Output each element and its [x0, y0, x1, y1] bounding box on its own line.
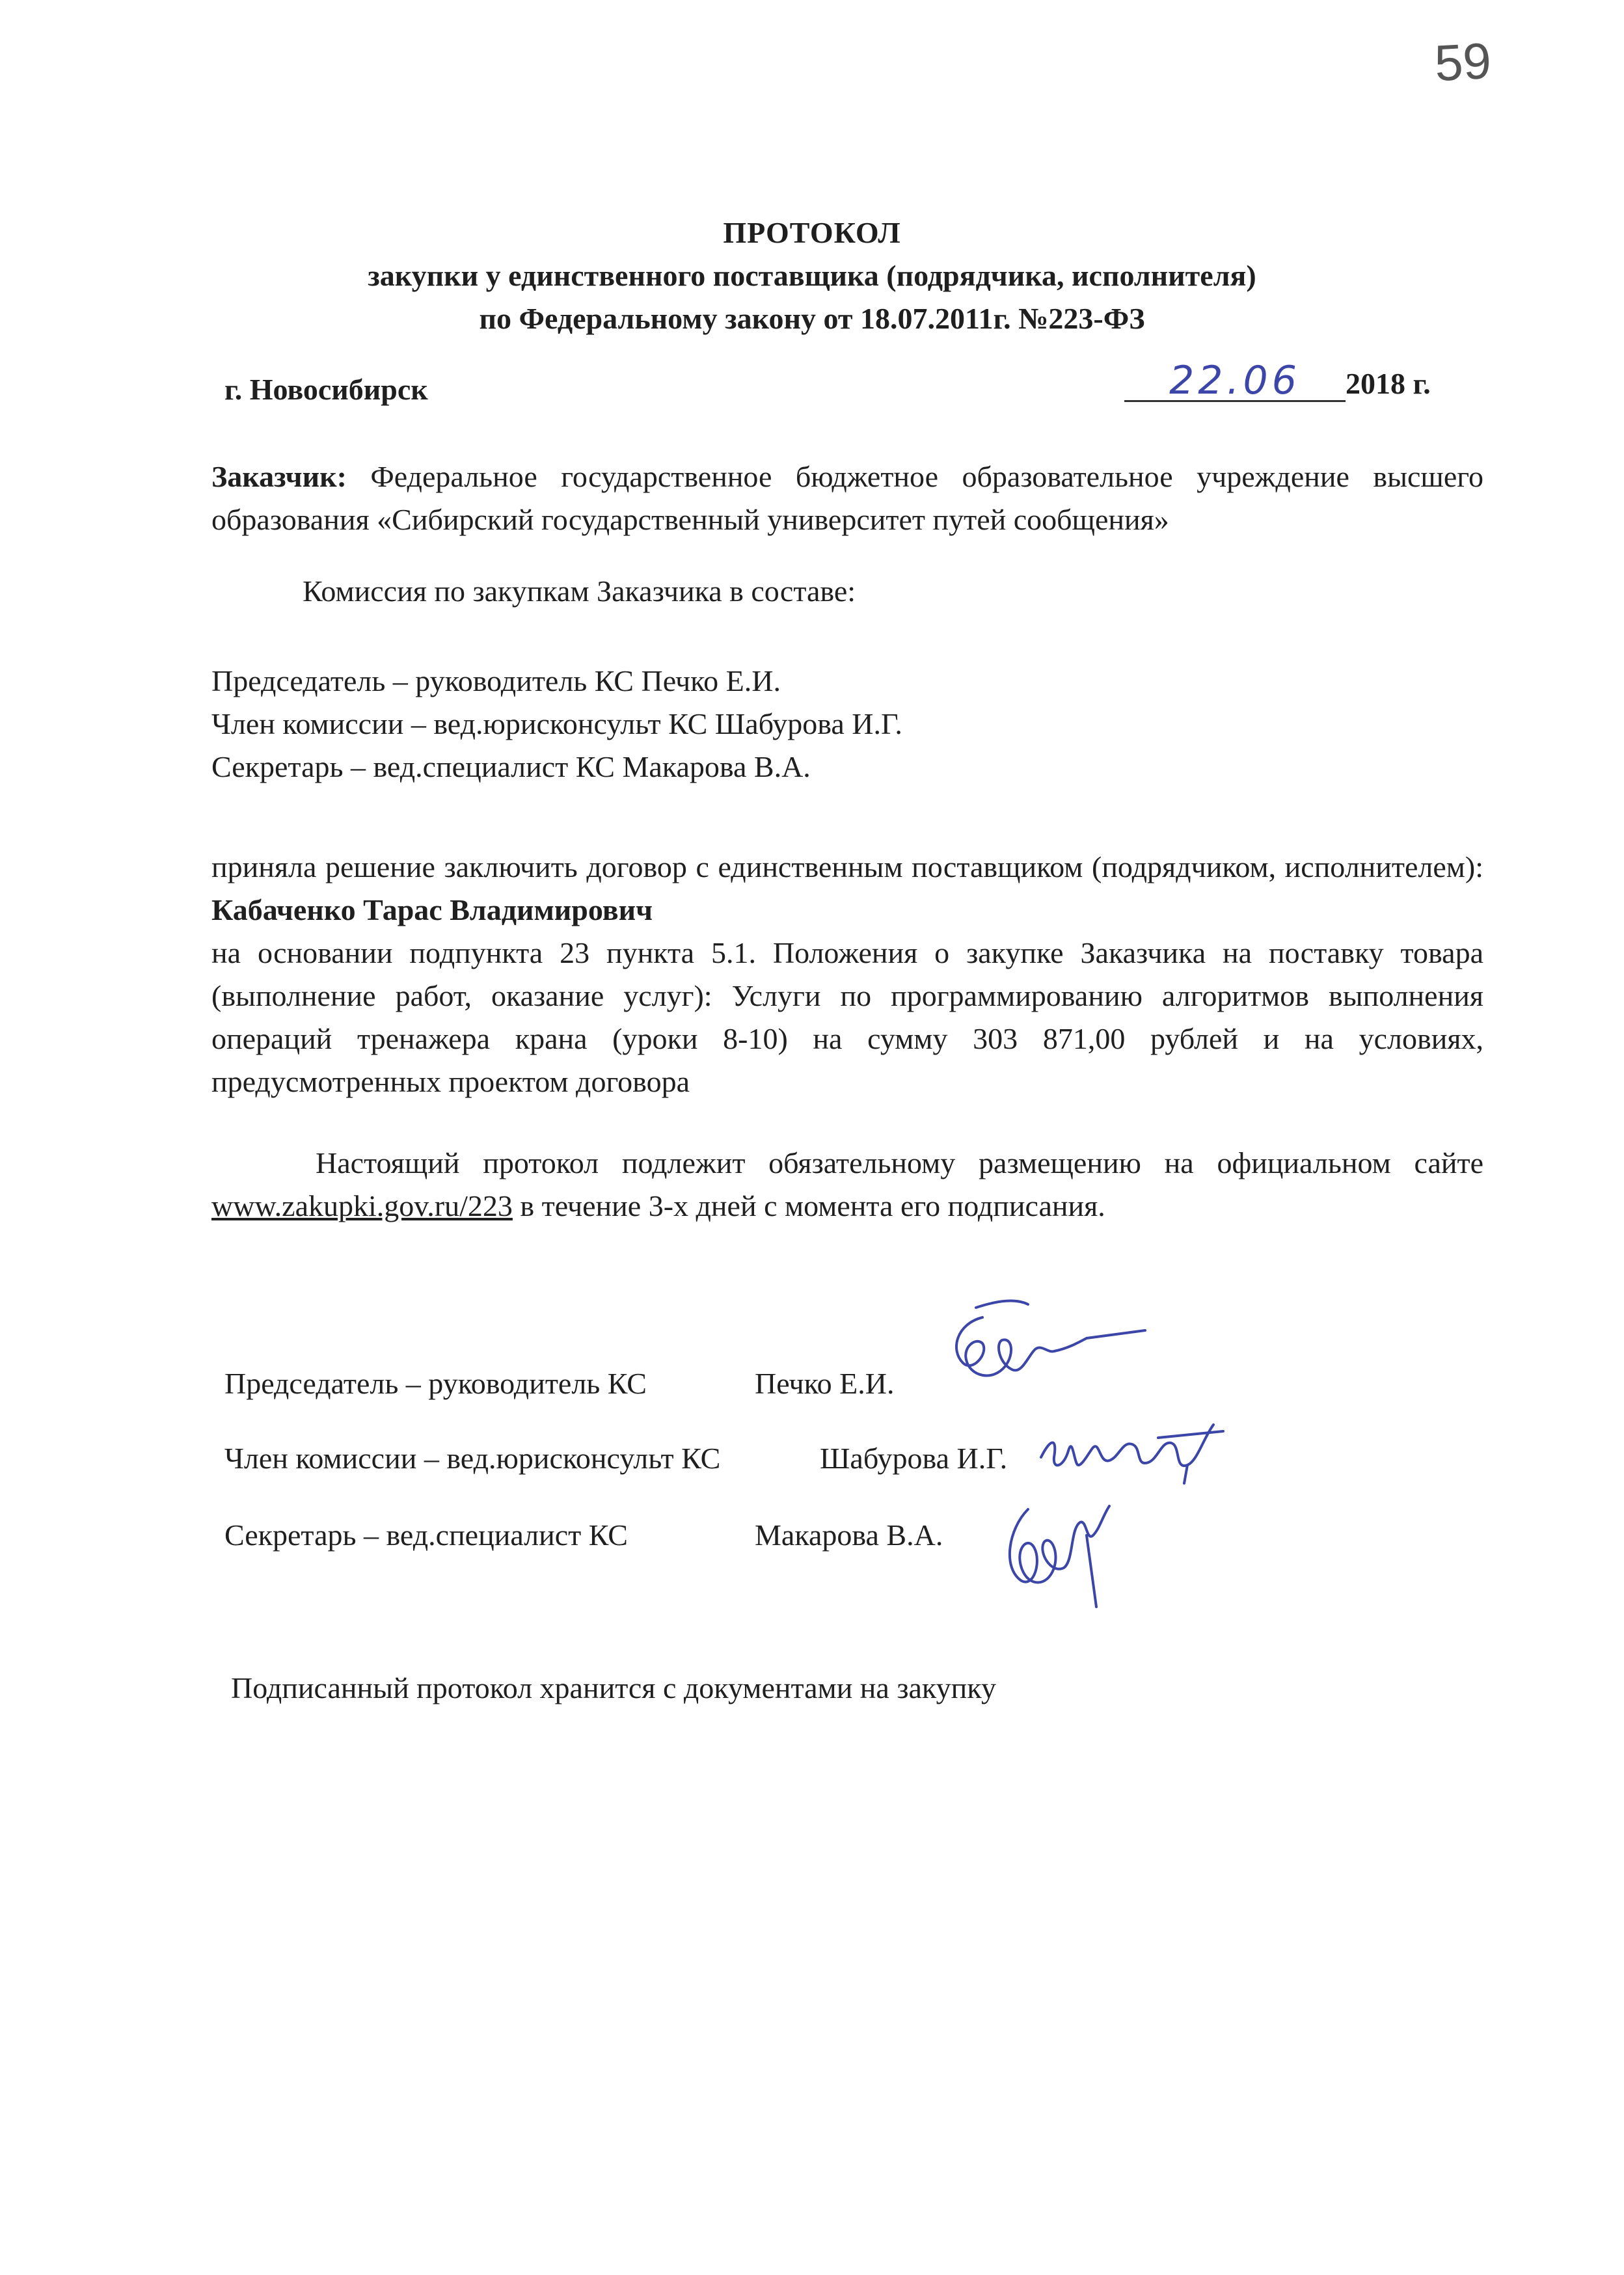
signature-name-lawyer: Шабурова И.Г. [820, 1442, 1008, 1475]
handwritten-date: 22.06 [1124, 361, 1346, 402]
supplier-name: Кабаченко Тарас Владимирович [211, 893, 653, 926]
page-number: 59 [1433, 31, 1493, 92]
signature-secretary-image [989, 1490, 1119, 1613]
notice-paragraph [211, 1142, 1483, 1228]
member-lawyer: Член комиссии – вед.юрисконсульт КС Шабурова И.Г. [211, 707, 902, 740]
signature-role-secretary: Секретарь – вед.специалист КС [224, 1518, 628, 1552]
city: г. Новосибирск [224, 373, 428, 406]
client-paragraph [211, 455, 1483, 541]
title-law-reference: по Федеральному закону от 18.07.2011г. №223-ФЗ [479, 302, 1145, 335]
signature-chair-image [937, 1291, 1152, 1402]
document-title: ПРОТОКОЛ [723, 216, 901, 249]
zakupki-link[interactable]: www.zakupki.gov.ru/223 [211, 1189, 513, 1222]
decision-basis: на основании подпункта 23 пункта 5.1. Положения о закупке Заказчика на поставку товара (выполнение работ, оказание услуг): Услуги по программированию алгоритмов выполнения операций тренажера крана (уроки 8-10) на сумму 303 871,00 рублей и на условиях, предусмотренных проектом договора [211, 936, 1483, 1098]
signature-name-secretary: Макарова В.А. [755, 1518, 943, 1552]
decision-text: приняла решение заключить договор с единственным поставщиком (подрядчиком, исполнителем): [211, 850, 1483, 883]
title-subtitle: закупки у единственного поставщика (подрядчика, исполнителя) [368, 259, 1256, 292]
member-chair: Председатель – руководитель КС Печко Е.И. [211, 664, 781, 697]
document-date [1124, 358, 1431, 403]
notice-text-end: в течение 3-х дней с момента его подписания. [512, 1189, 1105, 1222]
member-secretary: Секретарь – вед.специалист КС Макарова В.А. [211, 750, 811, 783]
decision-paragraph [211, 846, 1483, 1103]
date-year: 2018 г. [1346, 367, 1431, 400]
notice-text: Настоящий протокол подлежит обязательному размещению на официальном сайте [316, 1146, 1483, 1179]
client-label: Заказчик: [211, 460, 347, 493]
signature-role-lawyer: Член комиссии – вед.юрисконсульт КС [224, 1442, 721, 1475]
title-block [0, 211, 1624, 340]
signature-name-chair: Печко Е.И. [755, 1367, 895, 1400]
signature-role-chair: Председатель – руководитель КС [224, 1367, 647, 1400]
footer-note: Подписанный протокол хранится с документами на закупку [231, 1671, 996, 1704]
signature-lawyer-image [1028, 1412, 1230, 1490]
client-text: Федеральное государственное бюджетное образовательное учреждение высшего образования «Сибирский государственный университет путей сообщения» [211, 460, 1483, 536]
commission-intro: Комиссия по закупкам Заказчика в составе: [303, 574, 856, 608]
